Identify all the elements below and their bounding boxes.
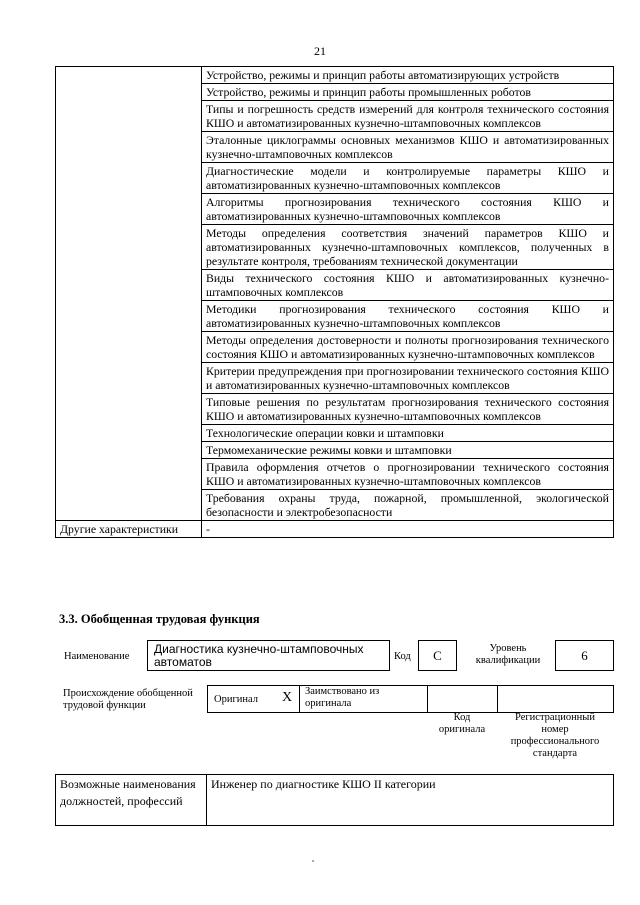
knowledge-item: Устройство, режимы и принцип работы автоматизирующих устройств: [202, 67, 614, 84]
origin-divider-3: [497, 685, 498, 713]
knowledge-item: Виды технического состояния КШО и автоматизированных кузнечно-штамповочных комплексов: [202, 270, 614, 301]
level-box: [555, 640, 614, 671]
other-characteristics-label: Другие характеристики: [56, 521, 202, 538]
original-label: Оригинал: [214, 694, 258, 705]
knowledge-item: Методики прогнозирования технического состояния КШО и автоматизированных кузнечно-штамповочных комплексов: [202, 301, 614, 332]
table-row: [56, 67, 614, 84]
level-label: Уровень квалификации: [475, 643, 541, 666]
name-label: Наименование: [64, 651, 130, 662]
scan-speck: [312, 860, 314, 862]
reg-number-caption: Регистрационный номер профессионального стандарта: [510, 712, 600, 759]
origin-divider-2: [427, 685, 428, 713]
knowledge-item: Устройство, режимы и принцип работы промышленных роботов: [202, 84, 614, 101]
code-original-caption: Код оригинала: [438, 712, 486, 735]
knowledge-item: Типовые решения по результатам прогнозирования технического состояния КШО и автоматизированных кузнечно-штамповочных комплексов: [202, 394, 614, 425]
positions-value: Инженер по диагностике КШО II категории: [207, 775, 614, 826]
left-empty-cell: [56, 67, 202, 521]
knowledge-item: Алгоритмы прогнозирования технического состояния КШО и автоматизированных кузнечно-штамповочных комплексов: [202, 194, 614, 225]
knowledge-table: [55, 66, 614, 538]
function-name-value: Диагностика кузнечно-штамповочных автоматов: [154, 642, 364, 669]
knowledge-item: Методы определения соответствия значений параметров КШО и автоматизированных кузнечно-штамповочных комплексов, полученных в результате контроля, требованиям технической документации: [202, 225, 614, 270]
knowledge-item: Технологические операции ковки и штамповки: [202, 425, 614, 442]
origin-label: Происхождение обобщенной трудовой функции: [63, 688, 193, 711]
positions-table: [55, 774, 614, 826]
code-value: C: [433, 648, 442, 663]
page-number: 21: [314, 44, 326, 58]
knowledge-item: Диагностические модели и контролируемые параметры КШО и автоматизированных кузнечно-штамповочных комплексов: [202, 163, 614, 194]
level-value: 6: [581, 648, 588, 663]
code-box: [418, 640, 457, 671]
knowledge-item: Критерии предупреждения при прогнозировании технического состояния КШО и автоматизированных кузнечно-штамповочных комплексов: [202, 363, 614, 394]
knowledge-item: Требования охраны труда, пожарной, промышленной, экологической безопасности и электробезопасности: [202, 490, 614, 521]
other-characteristics-row: [56, 521, 614, 538]
function-name-box: [147, 640, 390, 671]
knowledge-item: Эталонные циклограммы основных механизмов КШО и автоматизированных кузнечно-штамповочных комплексов: [202, 132, 614, 163]
section-title: 3.3. Обобщенная трудовая функция: [59, 612, 260, 626]
original-mark: X: [282, 690, 293, 705]
knowledge-item: Методы определения достоверности и полноты прогнозирования технического состояния КШО и автоматизированных кузнечно-штамповочных комплексов: [202, 332, 614, 363]
origin-divider-1: [299, 685, 300, 713]
code-label: Код: [394, 651, 411, 662]
positions-label: Возможные наименования должностей, профессий: [56, 775, 207, 826]
knowledge-item: Термомеханические режимы ковки и штамповки: [202, 442, 614, 459]
knowledge-item: Типы и погрешность средств измерений для контроля технического состояния КШО и автоматизированных кузнечно-штамповочных комплексов: [202, 101, 614, 132]
knowledge-item: Правила оформления отчетов о прогнозировании технического состояния КШО и автоматизированных кузнечно-штамповочных комплексов: [202, 459, 614, 490]
borrowed-label: Заимствовано из оригинала: [305, 686, 380, 709]
other-characteristics-value: -: [202, 521, 614, 538]
